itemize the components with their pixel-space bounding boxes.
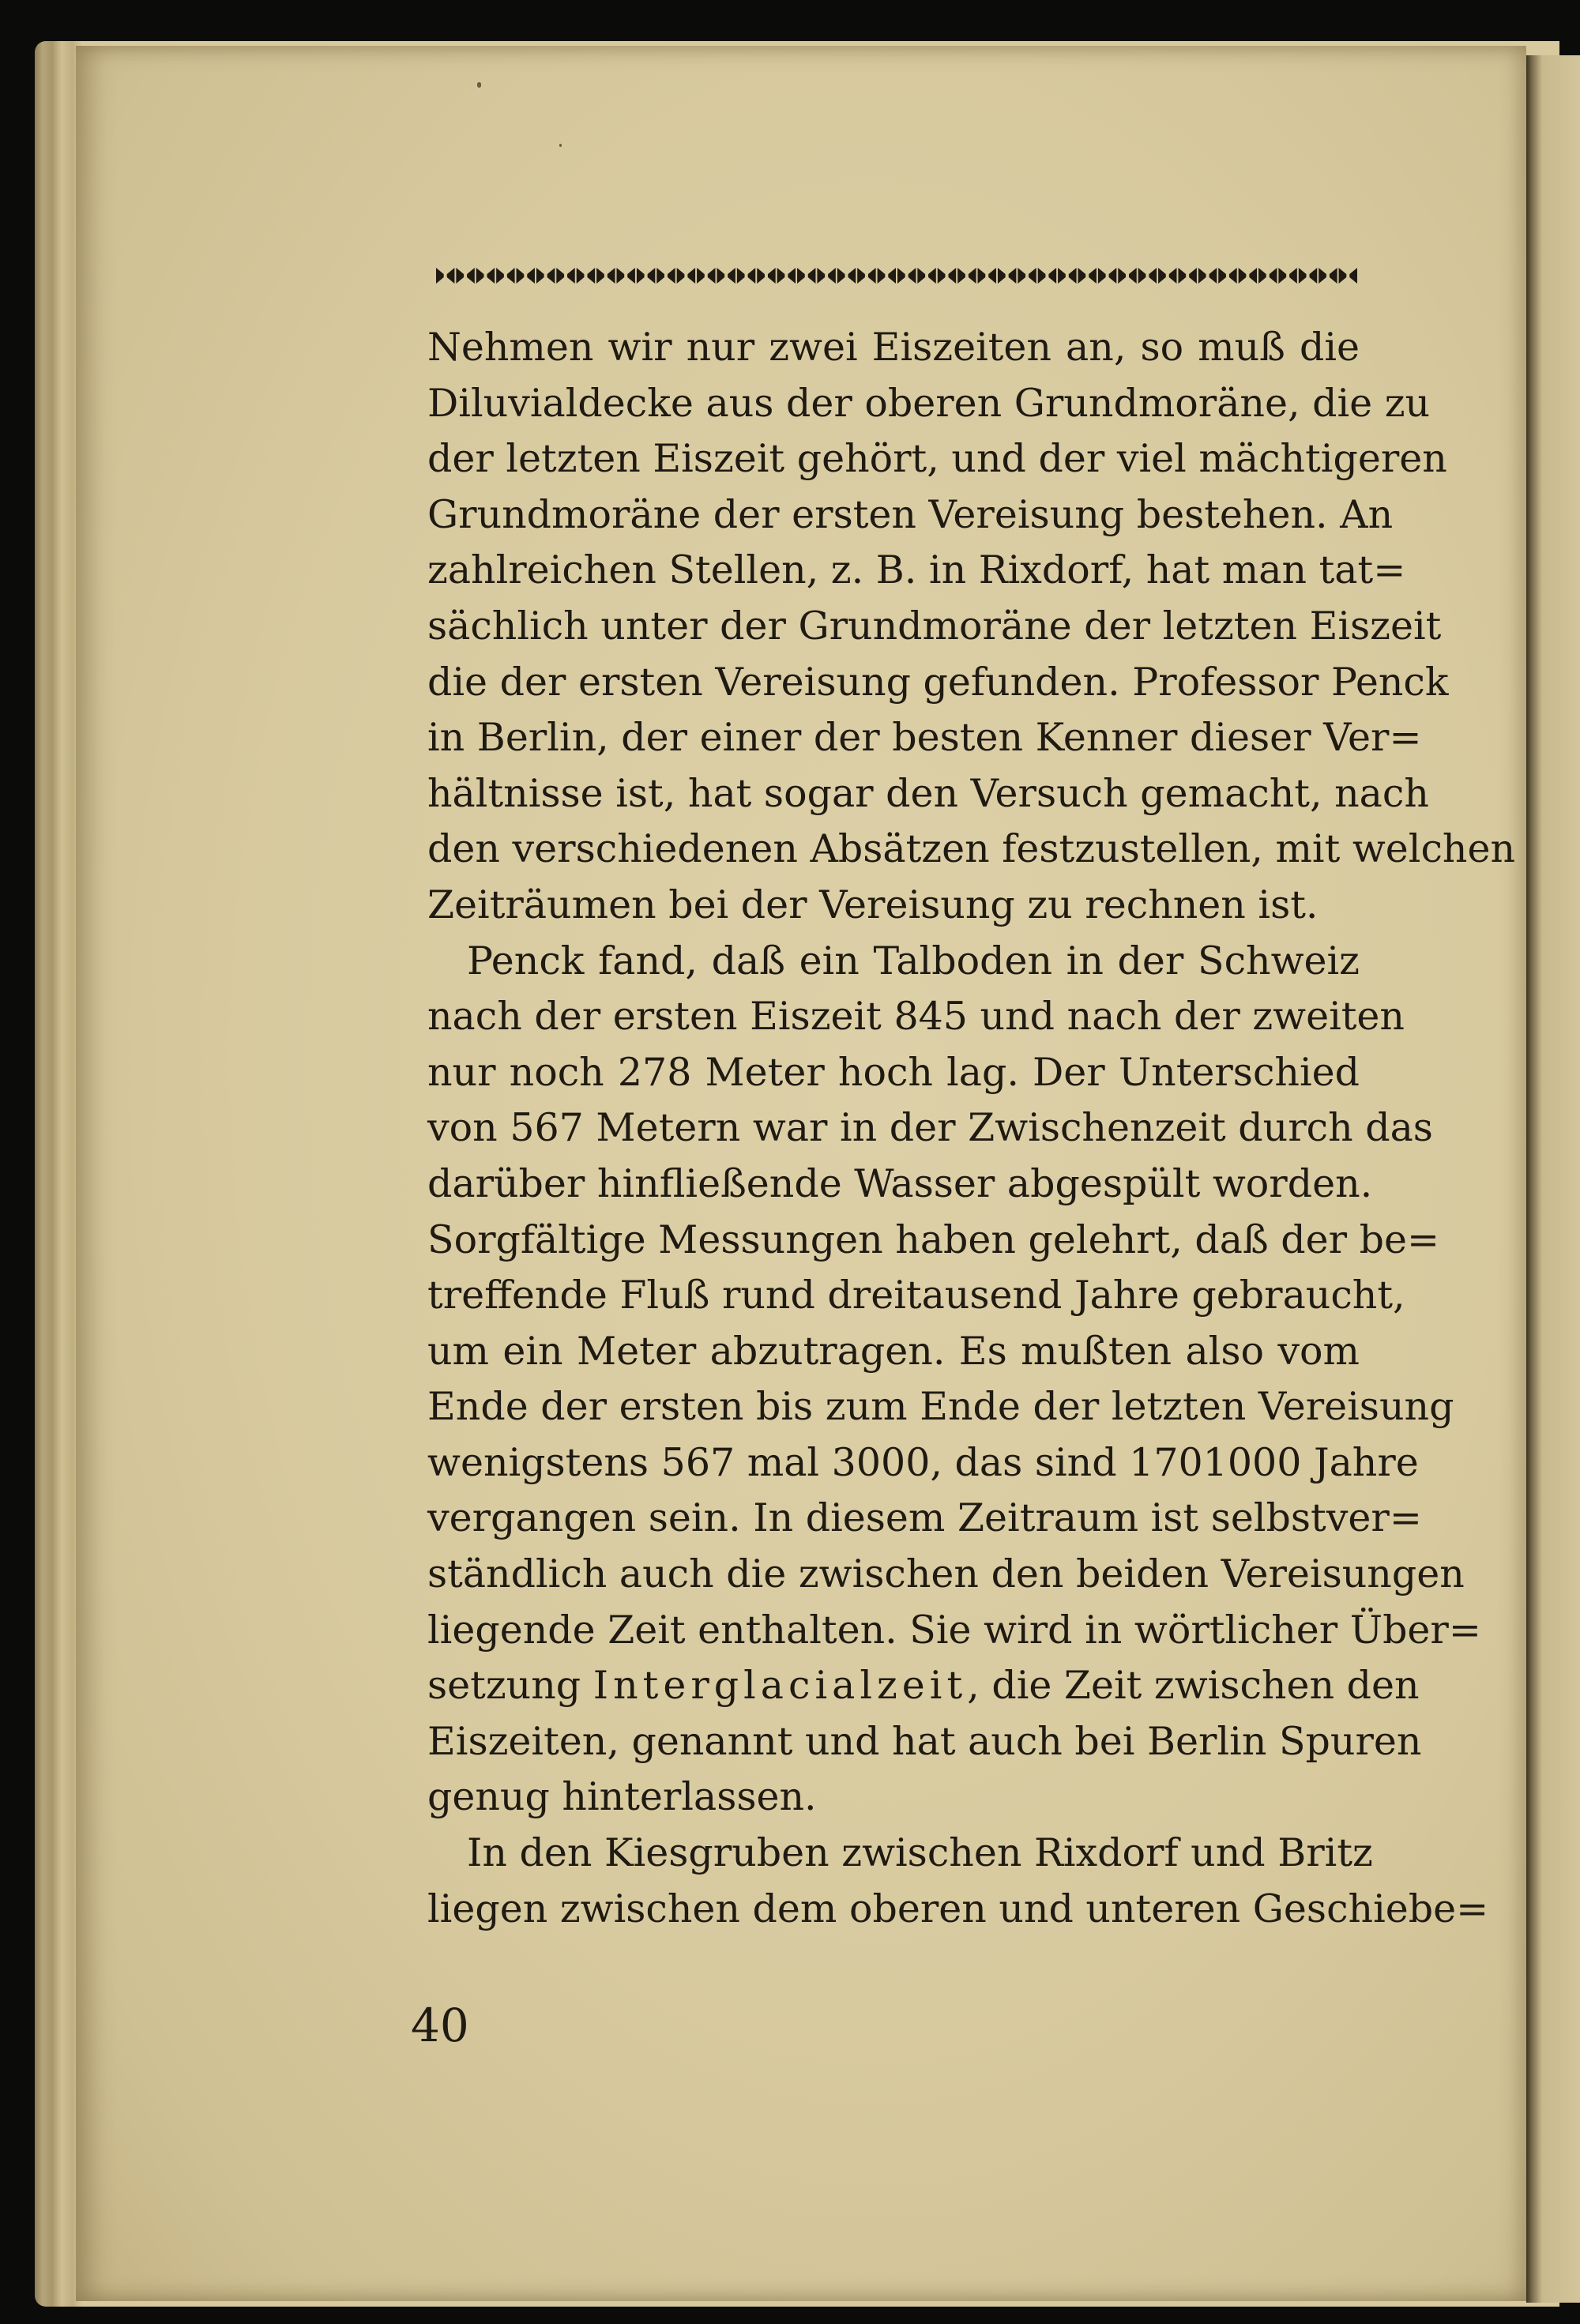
text-line: liegende Zeit enthalten. Sie wird in wörtlicher Über= [427, 1607, 1481, 1653]
bowtie-ornament-icon [1339, 268, 1357, 284]
text-line: ständlich auch die zwischen den beiden Vereisungen [427, 1551, 1465, 1597]
bowtie-ornament-icon [1218, 268, 1236, 284]
text-line: sächlich unter der Grundmoräne der letzten Eiszeit [427, 603, 1442, 649]
bowtie-ornament-icon [1158, 268, 1176, 284]
text-line: Zeiträumen bei der Vereisung zu rechnen ist. [427, 882, 1319, 927]
bowtie-ornament-icon [496, 268, 514, 284]
bowtie-ornament-icon [978, 268, 996, 284]
bowtie-ornament-icon [878, 268, 896, 284]
text-line: genug hinterlassen. [427, 1774, 817, 1820]
bowtie-ornament-icon [617, 268, 635, 284]
text-fragment: setzung [427, 1663, 593, 1709]
bowtie-ornament-icon [556, 268, 574, 284]
bowtie-ornament-icon [476, 268, 495, 284]
bowtie-ornament-icon [536, 268, 555, 284]
bowtie-ornament-icon [656, 268, 675, 284]
bowtie-ornament-icon [1018, 268, 1036, 284]
bowtie-ornament-icon [1178, 268, 1196, 284]
bowtie-ornament-icon [717, 268, 735, 284]
bowtie-ornament-icon [737, 268, 755, 284]
bowtie-ornament-icon [797, 268, 815, 284]
bowtie-ornament-icon [917, 268, 935, 284]
bowtie-ornament-icon [938, 268, 956, 284]
bowtie-ornament-icon [1078, 268, 1097, 284]
text-line: treffende Fluß rund dreitausend Jahre gebraucht, [427, 1273, 1405, 1318]
bowtie-ornament-icon [1038, 268, 1056, 284]
bowtie-ornament-icon [998, 268, 1016, 284]
paper-speck [559, 144, 562, 147]
text-line: hältnisse ist, hat sogar den Versuch gemacht, nach [427, 770, 1429, 816]
bowtie-ornament-icon [1239, 268, 1257, 284]
text-line-spaced [427, 1658, 1420, 1714]
page-body-text [427, 320, 1516, 1937]
bowtie-ornament-icon [637, 268, 655, 284]
bowtie-ornament-icon [517, 268, 535, 284]
bowtie-ornament-icon [1198, 268, 1217, 284]
text-line: Ende der ersten bis zum Ende der letzten Vereisung [427, 1384, 1454, 1430]
text-line: Sorgfältige Messungen haben gelehrt, daß der be= [427, 1217, 1440, 1262]
text-line: In den Kiesgruben zwischen Rixdorf und Britz [467, 1830, 1373, 1876]
bowtie-ornament-icon [1118, 268, 1136, 284]
text-line: die der ersten Vereisung gefunden. Professor Penck [427, 659, 1449, 705]
bowtie-ornament-icon [757, 268, 775, 284]
text-line: um ein Meter abzutragen. Es mußten also vom [427, 1328, 1360, 1374]
text-line: vergangen sein. In diesem Zeitraum ist selbstver= [427, 1495, 1422, 1541]
text-line: Grundmoräne der ersten Vereisung bestehen. An [427, 491, 1394, 537]
facing-page-edge [1526, 55, 1580, 2303]
bowtie-ornament-icon [817, 268, 835, 284]
bowtie-ornament-icon [897, 268, 916, 284]
text-line: Eiszeiten, genannt und hat auch bei Berlin Spuren [427, 1718, 1422, 1764]
text-line: in Berlin, der einer der besten Kenner dieser Ver= [427, 715, 1422, 761]
bowtie-ornament-icon [456, 268, 474, 284]
bowtie-ornament-icon [1278, 268, 1296, 284]
text-line: nur noch 278 Meter hoch lag. Der Unterschied [427, 1049, 1360, 1095]
spaced-emphasis-word: Interglacialzeit [592, 1663, 968, 1709]
page-number: 40 [411, 1999, 469, 2052]
text-fragment: , die Zeit zwischen den [967, 1663, 1420, 1709]
bowtie-ornament-row-icon [435, 265, 1358, 286]
text-line: der letzten Eiszeit gehört, und der viel mächtigeren [427, 436, 1447, 482]
bowtie-ornament-icon [596, 268, 615, 284]
bowtie-ornament-icon [436, 268, 454, 284]
bowtie-ornament-icon [677, 268, 695, 284]
bowtie-ornament-icon [1098, 268, 1116, 284]
text-line: zahlreichen Stellen, z. B. in Rixdorf, hat man tat= [427, 547, 1406, 593]
bowtie-ornament-icon [777, 268, 796, 284]
bowtie-ornament-icon [1138, 268, 1157, 284]
bowtie-ornament-icon [857, 268, 875, 284]
text-line: den verschiedenen Absätzen festzustellen, mit welchen [427, 826, 1516, 872]
bowtie-ornament-icon [957, 268, 976, 284]
text-line: liegen zwischen dem oberen und unteren Geschiebe= [427, 1886, 1489, 1931]
text-line: Penck fand, daß ein Talboden in der Schweiz [467, 938, 1360, 983]
paper-speck [477, 82, 481, 88]
text-line: Nehmen wir nur zwei Eiszeiten an, so muß die [427, 325, 1360, 370]
bowtie-ornament-icon [577, 268, 595, 284]
bowtie-ornament-icon [1258, 268, 1277, 284]
bowtie-ornament-icon [1319, 268, 1337, 284]
bowtie-ornament-icon [837, 268, 856, 284]
text-line: nach der ersten Eiszeit 845 und nach der zweiten [427, 994, 1405, 1040]
text-line: wenigstens 567 mal 3000, das sind 1701000 Jahre [427, 1439, 1419, 1485]
text-line: von 567 Metern war in der Zwischenzeit durch das [427, 1105, 1433, 1151]
text-line: darüber hinfließende Wasser abgespült worden. [427, 1160, 1373, 1206]
bowtie-ornament-icon [1058, 268, 1076, 284]
bowtie-ornament-icon [697, 268, 715, 284]
text-line: Diluvialdecke aus der oberen Grundmoräne, die zu [427, 380, 1431, 426]
bowtie-ornament-icon [1299, 268, 1317, 284]
